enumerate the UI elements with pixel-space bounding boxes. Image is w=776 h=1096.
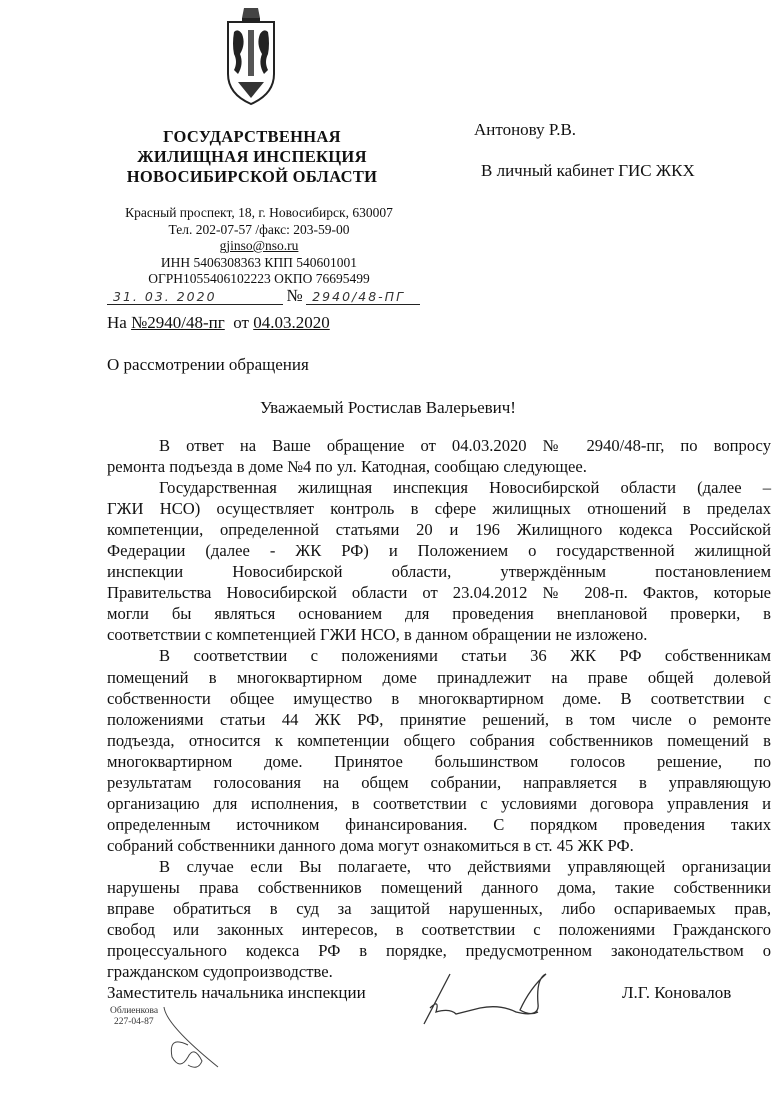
paragraph-line: ремонта подъезда в доме №4 по ул. Катодная, сообщаю следующее. <box>107 457 587 477</box>
ref-number: №2940/48-пг <box>131 313 225 332</box>
handwritten-signature <box>420 968 550 1033</box>
executor-initials-mark <box>158 1005 228 1080</box>
paragraph-line: свобод или законных интересов, в соответствии с положениями Гражданского <box>107 920 771 940</box>
outgoing-number: 2940/48-ПГ <box>306 289 420 305</box>
executor-name: Облиенкова <box>110 1006 159 1016</box>
paragraph-line: компетенции, определенной статьями 20 и 196 Жилищного кодекса Российской <box>107 520 771 540</box>
paragraph-line: организацию для исполнения, в соответствии с условиями договора управления и <box>107 793 771 813</box>
paragraph-line: В соответствии с положениями статьи 36 ЖК РФ собственникам <box>159 646 771 666</box>
paragraph-line: ГЖИ НСО) осуществляет контроль в сфере жилищных отношений в пределах <box>107 499 771 519</box>
paragraph-line: Правительства Новосибирской области от 23.04.2012 № 208-п. Фактов, которые <box>107 583 771 603</box>
org-line: НОВОСИБИРСКОЙ ОБЛАСТИ <box>126 167 378 186</box>
org-ogrn-okpo: ОГРН1055406102223 ОКПО 76695499 <box>148 271 370 286</box>
org-line: ГОСУДАРСТВЕННАЯ <box>163 127 341 146</box>
paragraph-line: вправе обратиться в суд за защитой нарушенных, либо оспариваемых прав, <box>107 899 771 919</box>
recipient-destination: В личный кабинет ГИС ЖКХ <box>481 161 695 180</box>
coat-of-arms-emblem <box>220 4 282 108</box>
recipient-name: Антонову Р.В. <box>474 120 577 139</box>
paragraph-line: В ответ на Ваше обращение от 04.03.2020 № 2940/48-пг, по вопросу <box>159 436 771 455</box>
number-sign: № <box>286 286 303 305</box>
paragraph-line: многоквартирном доме. Принятое большинством голосов решение, по <box>107 751 771 771</box>
paragraph-line: нарушены права собственников помещений данного дома, такие собственники <box>107 877 771 897</box>
executor-info <box>110 1006 158 1028</box>
paragraph-line: положениями статьи 44 ЖК РФ, принятие решений, в том числе о ремонте <box>107 709 771 729</box>
organization-name <box>110 127 394 187</box>
paragraph-line: гражданском судопроизводстве. <box>107 962 333 982</box>
org-phone: Тел. 202-07-57 /факс: 203-59-00 <box>168 221 350 237</box>
paragraph-line: процессуального кодекса РФ в порядке, предусмотренном законодательством о <box>107 941 771 961</box>
paragraph-line: собраний собственники данного дома могут ознакомиться в ст. 45 ЖК РФ. <box>107 835 634 855</box>
paragraph-line: В случае если Вы полагаете, что действиями управляющей организации <box>159 856 771 876</box>
org-email-link[interactable]: gjinso@nso.ru <box>219 238 299 253</box>
paragraph-line: соответствии с компетенцией ГЖИ НСО, в данном обращении не изложено. <box>107 625 648 645</box>
letter-body <box>107 435 771 982</box>
signatory-name: Л.Г. Коновалов <box>622 983 732 1002</box>
outgoing-date: 31. 03. 2020 <box>107 289 283 305</box>
paragraph-line: результатам голосования на общем собрании, направляется в управляющую <box>107 772 771 792</box>
org-inn-kpp: ИНН 5406308363 КПП 540601001 <box>160 254 358 270</box>
ref-prefix: На <box>107 313 127 332</box>
paragraph-line: помещений в многоквартирном доме принадлежит на праве общей долевой <box>107 667 771 687</box>
ref-date: 04.03.2020 <box>253 313 330 332</box>
greeting: Уважаемый Ростислав Валерьевич! <box>260 398 516 417</box>
paragraph-line: определенным источником финансирования. С порядком проведения таких <box>107 814 771 834</box>
letter-subject: О рассмотрении обращения <box>107 355 309 374</box>
reference-line <box>107 313 330 333</box>
signatory-role: Заместитель начальника инспекции <box>107 983 366 1002</box>
paragraph-line: могли бы являться основанием для проведения внеплановой проверки, в <box>107 604 771 624</box>
org-contacts <box>100 205 418 288</box>
paragraph-line: инспекции Новосибирской области, утверждённым постановлением <box>107 562 771 582</box>
paragraph-line: подъезда, относится к компетенции общего собрания собственников помещений в <box>107 730 771 750</box>
org-line: ЖИЛИЩНАЯ ИНСПЕКЦИЯ <box>137 147 367 166</box>
ref-from: от <box>233 313 249 332</box>
paragraph-line: Государственная жилищная инспекция Новосибирской области (далее – <box>159 478 771 498</box>
executor-phone: 227-04-87 <box>114 1017 154 1027</box>
registration-line <box>107 286 420 306</box>
org-address: Красный проспект, 18, г. Новосибирск, 630007 <box>125 205 393 220</box>
paragraph-line: собственности общее имущество в многоквартирном доме. В соответствии с <box>107 688 771 708</box>
paragraph-line: Федерации (далее - ЖК РФ) и Положением о государственной жилищной <box>107 541 771 561</box>
